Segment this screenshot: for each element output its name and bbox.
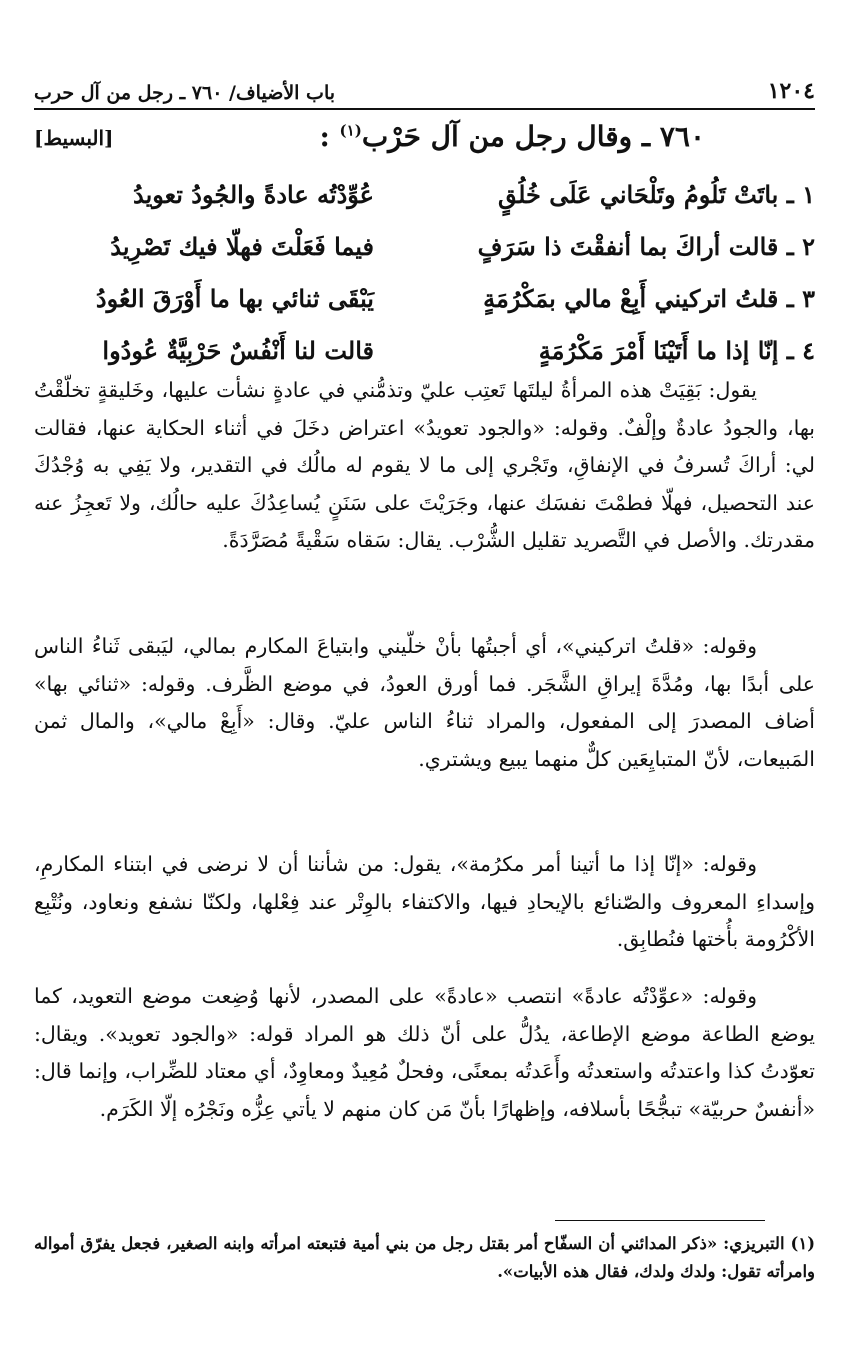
poem-title-suffix: : (319, 120, 330, 153)
verse-second-hemistich: عُوِّدْتُه عادةً والجُودُ تعويدُ (133, 179, 374, 209)
verse-second-hemistich: قالت لنا أَنْفُسٌ حَرْبِيَّةٌ عُودُوا (102, 335, 374, 365)
commentary-text: وقوله: «إنّا إذا ما أتينا أمر مكرُمة»، يقول: من شأننا أن لا نرضى في ابتناء المكارمِ، وإسداءِ المعروف والصّنائع بالإيحادِ فيها، والاكتفاء بالوِتْر عند فِعْلها، ولكنّا نشفع ونعاود، ونُتْبِع الأكْرُومة بأُختها فنُطابِق. (34, 852, 815, 951)
commentary-text: يقول: بَقِيَتْ هذه المرأةُ ليلتَها تَعتِب عليّ وتذمُّني في عادةٍ نشأت عليها، وخَليقةٍ تخلّقْتُ بها، والجودُ عادةٌ وإلْفٌ. وقوله: «والجود تعويدُ» اعتراض دخَلَ في أثناء الحكاية عنها، فقالت لي: أراكَ تُسرفُ في الإنفاقِ، وتَجْري إلى ما لا يقوم له مالُك في التقدير، ولا يَفِي به وُجْدُكَ عند التحصيل، فهلّا فطمْتَ نفسَك عنها، وجَرَيْتَ على سَنَنٍ يُساعِدُكَ عليه حالُك، ولا تَعجِزُ عنه مقدرتك. والأصل في التَّصريد تقليل الشُّرْب. يقال: سَقاه سَقْيةً مُصَرَّدَةً. (34, 378, 815, 552)
footnote-ref[interactable]: (١) (339, 121, 362, 140)
commentary-paragraph (34, 846, 815, 959)
commentary-text: وقوله: «عوِّدْتُه عادةً» انتصب «عادةً» على المصدر، لأنها وُضِعت موضع التعويد، كما يوضع الطاعة موضع الإطاعة، يدُلُّ على أنّ ذلك هو المراد قوله: «والجود تعويد». ويقال: تعوّدتُ كذا واعتدتُه واستعدتُه وأَعَدتُه بمعنًى، وفحلٌ مُعِيدٌ ومعاوِدٌ، أي معتاد للضِّراب، وإنما قال: «أنفسٌ حربيّة» تبجُّحًا بأسلافه، وإظهارًا بأنّ مَن كان منهم لا يأتي عِزُّه ونَجْرُه إلّا الكَرَم. (34, 984, 815, 1121)
verse-first-hemistich: ٤ ـ إنّا إذا ما أَتَيْنَا أَمْرَ مَكْرُمَةٍ (538, 335, 815, 365)
verse-first-hemistich: ٣ ـ قلتُ اتركيني أَبِعْ مالي بمَكْرُمَةٍ (483, 283, 815, 313)
commentary-text: وقوله: «قلتُ اتركيني»، أي أجبتُها بأنْ خلّيني وابتياعَ المكارم بمالي، ليَبقى ثَناءُ الناس على أبدًا بها، ومُدَّةَ إيراقِ الشَّجَر. فما أورق العودُ، في موضع الظَّرف. وقوله: «ثنائي بها» أضاف المصدرَ إلى المفعول، والمراد ثناءُ الناس عليّ. وقال: «أَبِعْ مالي»، والمال ثمن المَبيعات، لأنّ المتبايِعَين كلٌّ منهما يبيع ويشتري. (34, 634, 815, 771)
running-title: باب الأضياف/ ٧٦٠ ـ رجل من آل حرب (34, 82, 336, 104)
footnote: (١) التبريزي: «ذكر المدائني أن السفّاح أمر بقتل رجل من بني أمية فتبعته امرأته وابنه الصغير، فجعل يفرّق أمواله وامرأته تقول: ولدك ولدك، فقال هذه الأبيات». (34, 1234, 815, 1281)
verse-line (34, 324, 815, 376)
meter-label: [البسيط] (34, 126, 114, 150)
poem-verses (34, 168, 815, 376)
verse-second-hemistich: فيما فَعَلْتَ فهلّا فيك تَصْرِيدُ (110, 231, 374, 261)
verse-first-hemistich: ١ ـ باتَتْ تَلُومُ وتَلْحَاني عَلَى خُلُقٍ (498, 179, 815, 209)
footnote-divider (555, 1220, 765, 1221)
verse-line (34, 220, 815, 272)
verse-second-hemistich: يَبْقَى ثنائي بها ما أَوْرَقَ العُودُ (95, 283, 374, 313)
poem-heading (34, 118, 815, 162)
verse-line (34, 168, 815, 220)
poem-title-text: ٧٦٠ ـ وقال رجل من آل حَرْب (361, 120, 705, 153)
commentary-paragraph (34, 372, 815, 560)
commentary-paragraph (34, 978, 815, 1128)
commentary-paragraph (34, 628, 815, 778)
verse-line (34, 272, 815, 324)
page-header (34, 70, 815, 110)
page-number: ١٢٠٤ (767, 78, 815, 104)
verse-first-hemistich: ٢ ـ قالت أراكَ بما أنفقْتَ ذا سَرَفٍ (477, 231, 815, 261)
poem-title (319, 120, 705, 153)
